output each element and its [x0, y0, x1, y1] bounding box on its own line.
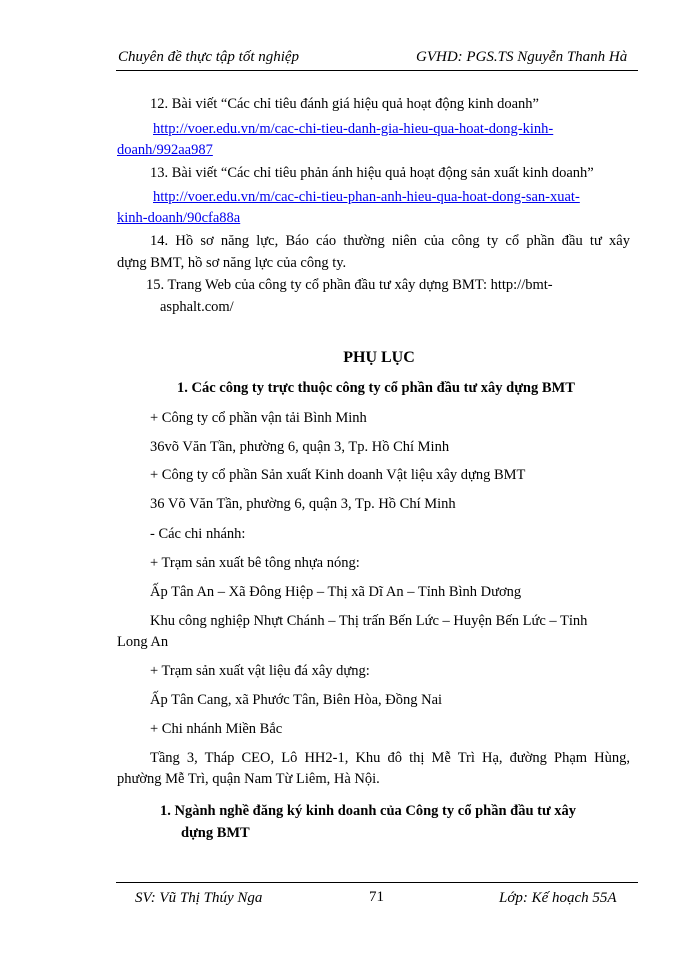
ref-13-link-line1[interactable]: http://voer.edu.vn/m/cac-chi-tieu-phan-anh-hieu-qua-hoat-dong-san-xuat- [153, 189, 580, 205]
ref-12-link-line2[interactable]: doanh/992aa987 [117, 142, 213, 158]
ref-15-line2: asphalt.com/ [160, 299, 234, 315]
ref-12-link-line1[interactable]: http://voer.edu.vn/m/cac-chi-tieu-danh-gia-hieu-qua-hoat-dong-kinh- [153, 121, 554, 137]
section-2-heading-line1: 1. Ngành nghề đăng ký kinh doanh của Công ty cổ phần đầu tư xây [160, 803, 577, 819]
section-1-heading: 1. Các công ty trực thuộc công ty cổ phần đầu tư xây dựng BMT [177, 380, 575, 396]
list-item: + Trạm sản xuất vật liệu đá xây dựng: [150, 663, 370, 679]
section-2-heading-line2: dựng BMT [181, 825, 250, 841]
footer-rule [116, 882, 638, 883]
list-item: + Chi nhánh Miền Bắc [150, 721, 283, 737]
footer-left: SV: Vũ Thị Thúy Nga [135, 890, 263, 906]
list-item: Ấp Tân An – Xã Đông Hiệp – Thị xã Dĩ An – Tỉnh Bình Dương [150, 584, 522, 600]
list-item: Long An [117, 634, 169, 650]
header-rule [116, 70, 638, 71]
ref-12-text: 12. Bài viết “Các chỉ tiêu đánh giá hiệu quả hoạt động kinh doanh” [150, 96, 539, 112]
ref-14-line1: 14. Hồ sơ năng lực, Báo cáo thường niên của công ty cổ phần đầu tư xây [150, 233, 630, 249]
list-item: + Công ty cổ phần vận tải Bình Minh [150, 410, 367, 426]
list-item: + Trạm sản xuất bê tông nhựa nóng: [150, 555, 360, 571]
list-item: 36võ Văn Tần, phường 6, quận 3, Tp. Hồ Chí Minh [150, 439, 450, 455]
footer-right: Lớp: Kế hoạch 55A [499, 890, 617, 906]
list-item: + Công ty cổ phần Sản xuất Kinh doanh Vật liệu xây dựng BMT [150, 467, 526, 483]
ref-14-line2: dựng BMT, hồ sơ năng lực của công ty. [117, 255, 347, 271]
ref-13-text: 13. Bài viết “Các chỉ tiêu phản ánh hiệu quả hoạt động sản xuất kinh doanh” [150, 165, 594, 181]
header-left: Chuyên đề thực tập tốt nghiệp [118, 49, 300, 65]
ref-15-line1: 15. Trang Web của công ty cổ phần đầu tư xây dựng BMT: http://bmt- [146, 277, 553, 293]
list-item: Khu công nghiệp Nhựt Chánh – Thị trấn Bến Lức – Huyện Bến Lức – Tỉnh [150, 613, 588, 629]
header-right: GVHD: PGS.TS Nguyễn Thanh Hà [416, 49, 628, 65]
list-item: Tầng 3, Tháp CEO, Lô HH2-1, Khu đô thị Mễ Trì Hạ, đường Phạm Hùng, [150, 750, 630, 766]
list-item: Ấp Tân Cang, xã Phước Tân, Biên Hòa, Đồng Nai [150, 692, 443, 708]
page-number: 71 [369, 889, 384, 905]
list-item: - Các chi nhánh: [150, 526, 246, 542]
list-item: 36 Võ Văn Tần, phường 6, quận 3, Tp. Hồ Chí Minh [150, 496, 456, 512]
list-item: phường Mễ Trì, quận Nam Từ Liêm, Hà Nội. [117, 771, 380, 787]
appendix-title: PHỤ LỤC [343, 349, 415, 366]
ref-13-link-line2[interactable]: kinh-doanh/90cfa88a [117, 210, 241, 226]
